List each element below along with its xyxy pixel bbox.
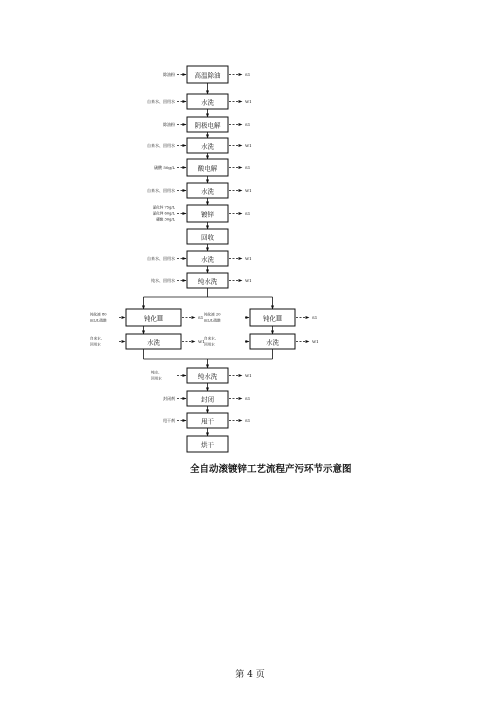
input-label-s7: 氯化锌 75g/L [152, 205, 175, 210]
output-label-s12: S1 [312, 315, 318, 320]
output-label-s10: W1 [245, 278, 252, 283]
output-label-s15: W1 [245, 373, 252, 378]
output-label-s9: W1 [245, 256, 252, 261]
output-label-s13: W1 [198, 339, 205, 344]
input-label-s3: 除油粉 [163, 122, 175, 127]
process-label-s4: 水洗 [201, 142, 214, 151]
input-label-s11: 钝化液 80 [90, 312, 107, 317]
process-label-s13: 水洗 [147, 338, 160, 347]
output-label-s5: S1 [245, 165, 251, 170]
input-label-s6: 自来水、回用水 [147, 188, 175, 193]
process-label-s11: 钝化Ⅲ [143, 314, 164, 323]
process-label-s2: 水洗 [201, 98, 214, 107]
output-label-s14: W1 [312, 339, 319, 344]
input-label-s12: 钝化液 20 [204, 312, 221, 317]
diagram-caption: 全自动滚镀锌工艺流程产污环节示意图 [190, 464, 352, 475]
process-label-s6: 水洗 [201, 187, 214, 196]
input-label-s13: 自来水、 [90, 336, 105, 341]
input-label-s10: 纯水、回用水 [151, 278, 175, 283]
input-label-s12: mL/L硝酸 [204, 318, 221, 323]
input-label-s2: 自来水、回用水 [147, 99, 175, 104]
output-label-s3: S1 [245, 122, 251, 127]
process-label-s14: 水洗 [266, 338, 279, 347]
process-label-s9: 水洗 [201, 255, 214, 264]
input-label-s5: 硫酸 50g/L [154, 165, 175, 170]
input-label-s7: 氯化钾 60g/L [152, 211, 175, 216]
input-label-s16: 封闭剂 [163, 396, 175, 401]
input-label-s17: 甩干剂 [163, 418, 175, 423]
input-label-s14: 回用水 [204, 342, 215, 347]
process-label-s12: 钝化Ⅲ [262, 314, 283, 323]
process-label-s18: 烘干 [201, 441, 214, 449]
process-label-s8: 回收 [201, 233, 214, 242]
flow-nodes [90, 66, 319, 452]
input-label-s14: 自来水、 [204, 336, 219, 341]
input-label-s15: 纯水、 [151, 370, 162, 375]
process-label-s16: 封闭 [201, 395, 214, 404]
process-label-s10: 纯水洗 [197, 277, 218, 286]
process-label-s7: 镀锌 [201, 210, 214, 219]
process-label-s17: 甩干 [201, 417, 214, 426]
process-label-s3: 阴极电解 [194, 121, 221, 130]
input-label-s1: 除油粉 [163, 72, 175, 77]
output-label-s2: W1 [245, 99, 252, 104]
process-label-s1: 高温除油 [194, 71, 221, 80]
input-label-s15: 回用水 [151, 376, 162, 381]
input-label-s11: mL/L硝酸 [90, 318, 107, 323]
process-label-s15: 纯水洗 [197, 372, 218, 381]
input-label-s13: 回用水 [90, 342, 101, 347]
input-label-s9: 自来水、回用水 [147, 256, 175, 261]
output-label-s1: S1 [245, 72, 251, 77]
output-label-s6: W1 [245, 188, 252, 193]
output-label-s16: S1 [245, 396, 251, 401]
input-label-s7: 硼酸 30g/L [156, 217, 175, 222]
output-label-s4: W1 [245, 143, 252, 148]
output-label-s17: S1 [245, 418, 251, 423]
process-label-s5: 酸电解 [197, 164, 218, 173]
output-label-s7: S1 [245, 211, 251, 216]
input-label-s4: 自来水、回用水 [147, 143, 175, 148]
output-label-s11: S1 [198, 315, 204, 320]
page-number: 第 4 页 [235, 670, 265, 680]
